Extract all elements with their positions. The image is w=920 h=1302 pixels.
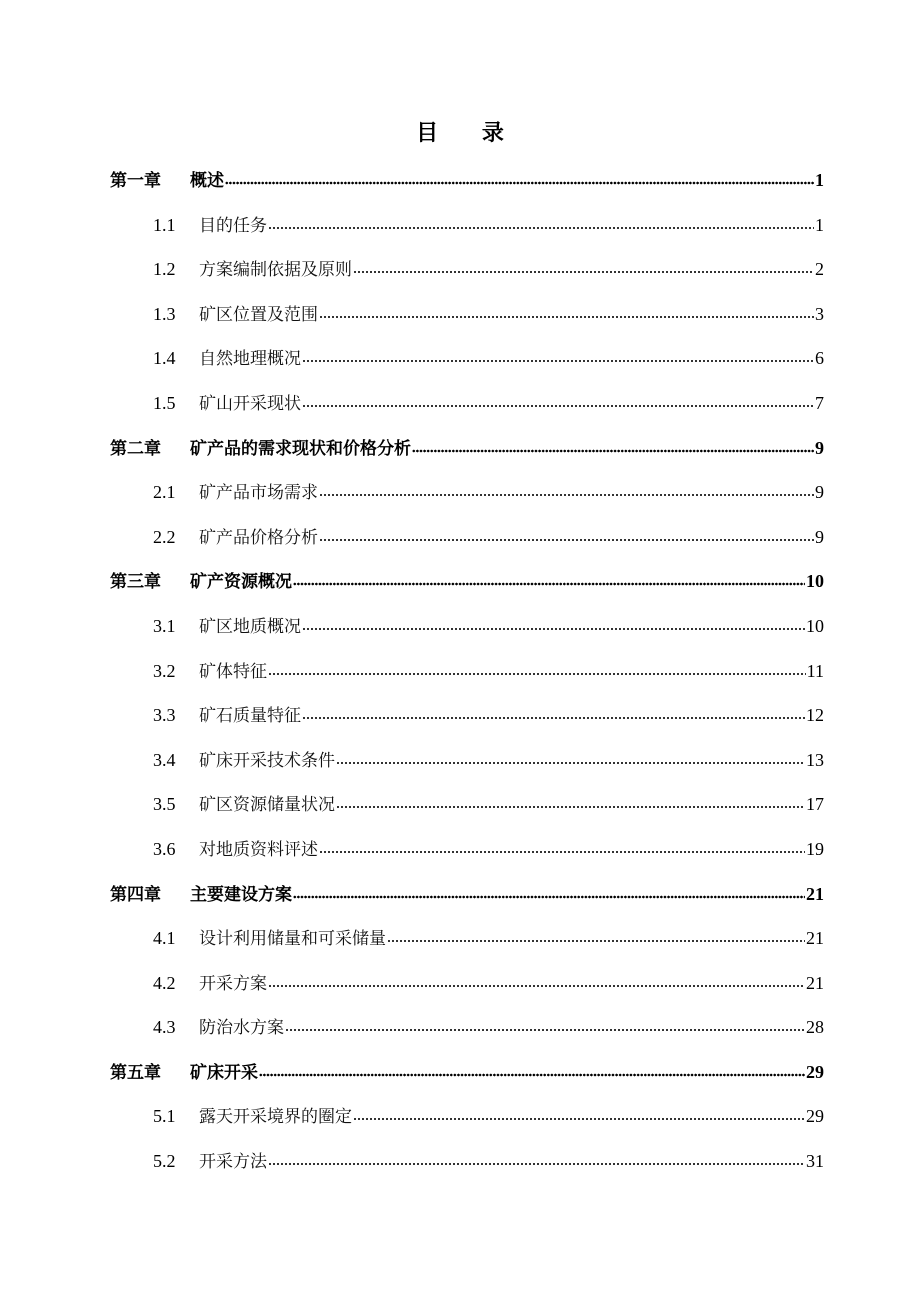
toc-entry-number: 4.3 bbox=[153, 1017, 176, 1038]
toc-entry-page: 12 bbox=[806, 705, 824, 726]
toc-entry-section-1-2[interactable] bbox=[110, 255, 824, 300]
table-of-contents bbox=[110, 166, 824, 1192]
toc-entry-number: 第五章 bbox=[110, 1062, 161, 1083]
toc-entry-section-4-2[interactable] bbox=[110, 969, 824, 1014]
toc-entry-section-1-4[interactable] bbox=[110, 344, 824, 389]
toc-entry-section-5-2[interactable] bbox=[110, 1147, 824, 1192]
toc-entry-number: 第三章 bbox=[110, 572, 161, 593]
dot-leader bbox=[302, 404, 814, 408]
dot-leader bbox=[353, 1117, 805, 1121]
dot-leader bbox=[319, 315, 814, 319]
dot-leader bbox=[293, 895, 805, 899]
toc-entry-page: 9 bbox=[815, 526, 824, 547]
toc-entry-page: 9 bbox=[815, 482, 824, 503]
toc-entry-chapter-1[interactable] bbox=[110, 166, 824, 211]
toc-entry-number: 第二章 bbox=[110, 438, 161, 459]
toc-entry-chapter-2[interactable] bbox=[110, 434, 824, 479]
dot-leader bbox=[302, 627, 805, 631]
toc-entry-page: 10 bbox=[806, 571, 824, 592]
toc-entry-page: 29 bbox=[806, 1106, 824, 1127]
toc-entry-section-2-2[interactable] bbox=[110, 523, 824, 568]
toc-entry-page: 6 bbox=[815, 348, 824, 369]
dot-leader bbox=[302, 716, 805, 720]
toc-entry-title: 目的任务 bbox=[199, 215, 267, 236]
dot-leader bbox=[353, 270, 814, 274]
toc-entry-title: 自然地理概况 bbox=[199, 349, 301, 370]
toc-entry-page: 9 bbox=[815, 437, 824, 458]
dot-leader bbox=[293, 582, 805, 586]
toc-entry-number: 4.1 bbox=[153, 928, 176, 949]
toc-entry-section-1-1[interactable] bbox=[110, 211, 824, 256]
toc-entry-page: 21 bbox=[806, 928, 824, 949]
dot-leader bbox=[225, 181, 814, 185]
toc-entry-section-2-1[interactable] bbox=[110, 478, 824, 523]
toc-entry-section-3-1[interactable] bbox=[110, 612, 824, 657]
toc-entry-number: 5.1 bbox=[153, 1106, 176, 1127]
toc-entry-title: 露天开采境界的圈定 bbox=[199, 1107, 352, 1128]
toc-entry-title: 矿区资源储量状况 bbox=[199, 795, 335, 816]
toc-entry-title: 设计利用储量和可采储量 bbox=[199, 929, 386, 950]
toc-entry-number: 4.2 bbox=[153, 972, 176, 993]
toc-entry-section-3-6[interactable] bbox=[110, 835, 824, 880]
toc-entry-section-3-2[interactable] bbox=[110, 657, 824, 702]
toc-entry-number: 3.5 bbox=[153, 794, 176, 815]
toc-entry-number: 1.5 bbox=[153, 392, 176, 413]
toc-entry-section-4-3[interactable] bbox=[110, 1013, 824, 1058]
toc-entry-page: 1 bbox=[815, 214, 824, 235]
dot-leader bbox=[268, 672, 806, 676]
toc-entry-page: 11 bbox=[806, 660, 824, 681]
toc-entry-page: 3 bbox=[815, 303, 824, 324]
dot-leader bbox=[319, 493, 814, 497]
toc-entry-title: 矿产品价格分析 bbox=[199, 527, 318, 548]
toc-entry-number: 3.6 bbox=[153, 838, 176, 859]
dot-leader bbox=[302, 359, 814, 363]
toc-entry-title: 概述 bbox=[190, 171, 224, 191]
toc-entry-page: 19 bbox=[806, 838, 824, 859]
toc-entry-number: 5.2 bbox=[153, 1151, 176, 1172]
toc-entry-title: 矿山开采现状 bbox=[199, 393, 301, 414]
toc-entry-section-3-3[interactable] bbox=[110, 701, 824, 746]
toc-entry-title: 矿产品的需求现状和价格分析 bbox=[190, 438, 411, 459]
toc-entry-page: 1 bbox=[815, 170, 824, 190]
dot-leader bbox=[412, 449, 814, 453]
toc-entry-title: 方案编制依据及原则 bbox=[199, 260, 352, 281]
toc-entry-number: 2.2 bbox=[153, 526, 176, 547]
toc-entry-page: 31 bbox=[806, 1151, 824, 1172]
dot-leader bbox=[268, 984, 805, 988]
toc-entry-title: 矿区位置及范围 bbox=[199, 304, 318, 325]
toc-entry-title: 开采方案 bbox=[199, 973, 267, 994]
toc-entry-title: 主要建设方案 bbox=[190, 884, 292, 905]
toc-entry-number: 1.3 bbox=[153, 303, 176, 324]
toc-entry-page: 2 bbox=[815, 259, 824, 280]
toc-entry-section-5-1[interactable] bbox=[110, 1102, 824, 1147]
dot-leader bbox=[285, 1028, 805, 1032]
toc-title: 目 录 bbox=[416, 121, 522, 146]
toc-entry-title: 矿体特征 bbox=[199, 661, 267, 682]
toc-entry-title: 矿产资源概况 bbox=[190, 572, 292, 593]
toc-entry-page: 13 bbox=[806, 749, 824, 770]
toc-entry-number: 3.1 bbox=[153, 615, 176, 636]
dot-leader bbox=[387, 939, 805, 943]
toc-entry-section-4-1[interactable] bbox=[110, 924, 824, 969]
toc-entry-section-1-3[interactable] bbox=[110, 300, 824, 345]
toc-entry-section-3-5[interactable] bbox=[110, 790, 824, 835]
toc-entry-title: 矿床开采技术条件 bbox=[199, 750, 335, 771]
toc-entry-page: 28 bbox=[806, 1017, 824, 1038]
toc-entry-title: 矿产品市场需求 bbox=[199, 483, 318, 504]
toc-entry-title: 矿石质量特征 bbox=[199, 706, 301, 727]
toc-entry-title: 对地质资料评述 bbox=[199, 839, 318, 860]
dot-leader bbox=[268, 226, 814, 230]
toc-entry-number: 1.2 bbox=[153, 259, 176, 280]
toc-entry-chapter-3[interactable] bbox=[110, 567, 824, 612]
dot-leader bbox=[319, 850, 805, 854]
toc-entry-number: 第四章 bbox=[110, 884, 161, 905]
toc-entry-section-1-5[interactable] bbox=[110, 389, 824, 434]
toc-entry-page: 21 bbox=[806, 972, 824, 993]
toc-entry-number: 3.3 bbox=[153, 705, 176, 726]
toc-entry-number: 2.1 bbox=[153, 482, 176, 503]
dot-leader bbox=[259, 1073, 805, 1077]
dot-leader bbox=[319, 538, 814, 542]
toc-entry-page: 7 bbox=[815, 392, 824, 413]
toc-entry-section-3-4[interactable] bbox=[110, 746, 824, 791]
dot-leader bbox=[268, 1162, 805, 1166]
toc-entry-number: 第一章 bbox=[110, 171, 161, 191]
dot-leader bbox=[336, 761, 805, 765]
toc-entry-title: 防治水方案 bbox=[199, 1018, 284, 1039]
toc-entry-chapter-4[interactable] bbox=[110, 880, 824, 925]
toc-entry-page: 21 bbox=[806, 883, 824, 904]
toc-entry-number: 3.4 bbox=[153, 749, 176, 770]
toc-entry-title: 矿床开采 bbox=[190, 1062, 258, 1083]
dot-leader bbox=[336, 805, 805, 809]
toc-entry-number: 3.2 bbox=[153, 660, 176, 681]
toc-entry-page: 17 bbox=[806, 794, 824, 815]
toc-entry-chapter-5[interactable] bbox=[110, 1058, 824, 1103]
toc-entry-page: 29 bbox=[806, 1061, 824, 1082]
toc-entry-number: 1.4 bbox=[153, 348, 176, 369]
toc-entry-title: 矿区地质概况 bbox=[199, 616, 301, 637]
toc-entry-page: 10 bbox=[806, 615, 824, 636]
toc-entry-title: 开采方法 bbox=[199, 1152, 267, 1173]
toc-entry-number: 1.1 bbox=[153, 214, 176, 235]
